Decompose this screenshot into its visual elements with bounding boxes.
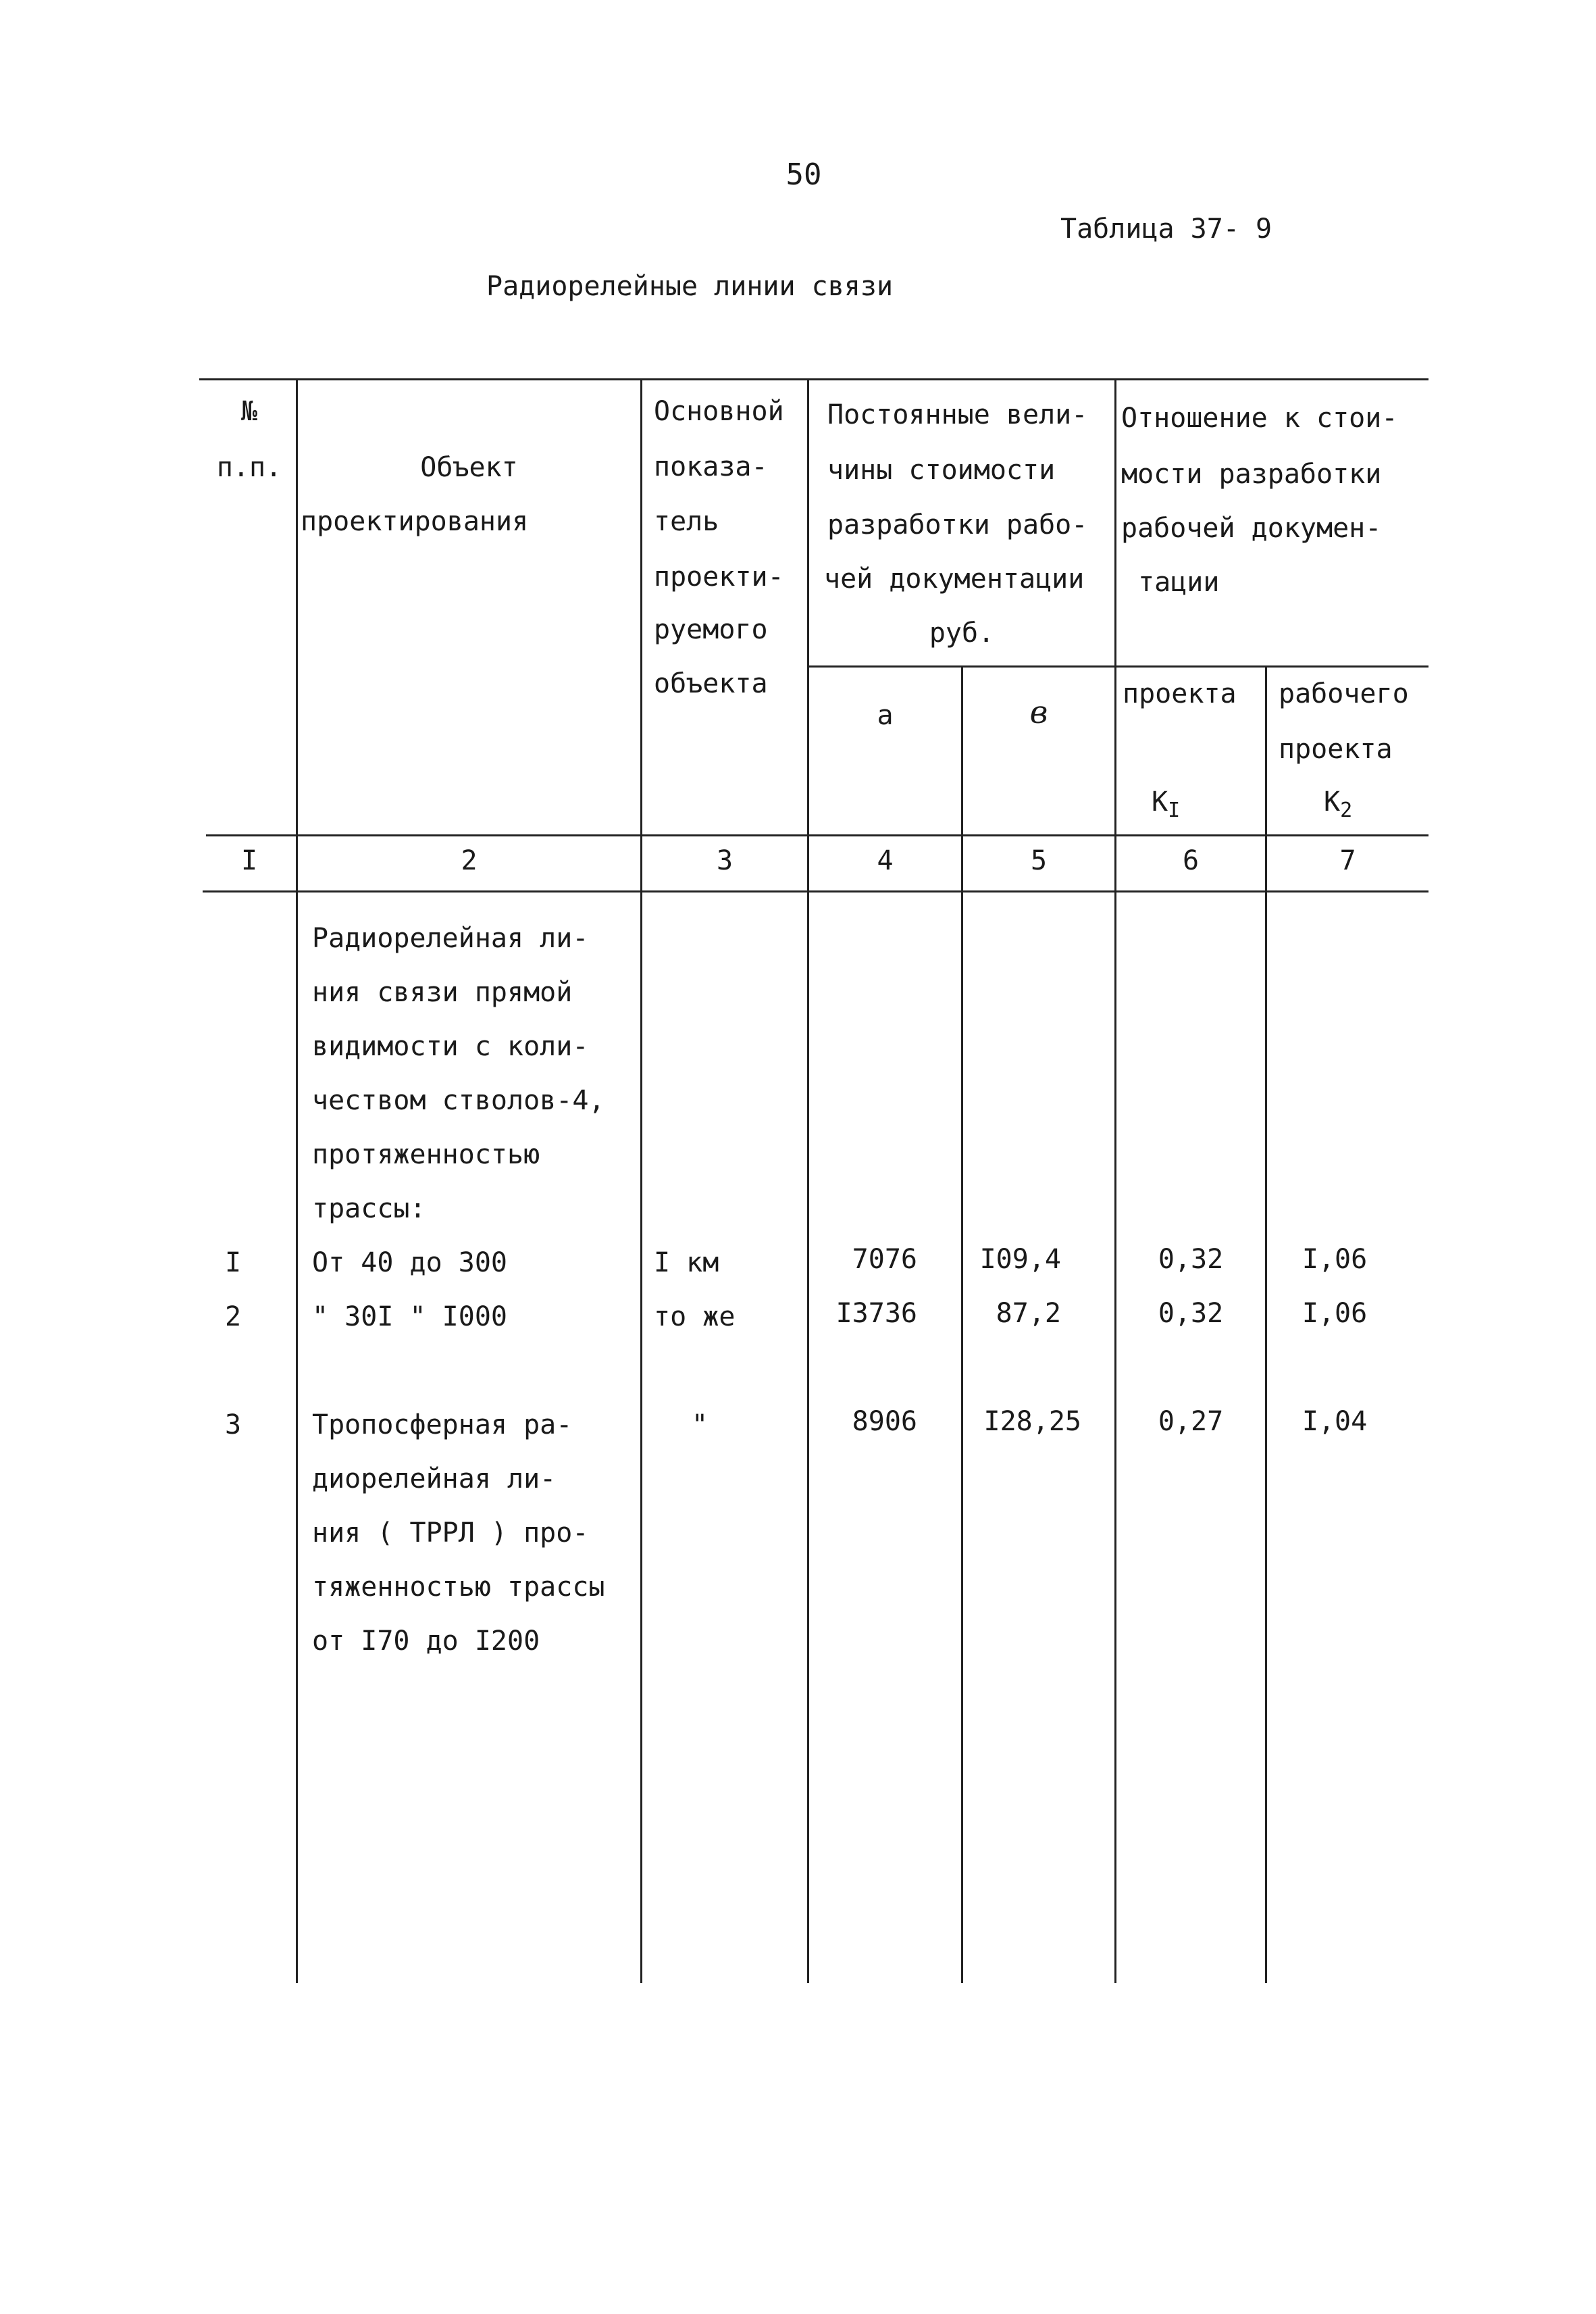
table-label: Таблица 37- 9 (1060, 213, 1272, 245)
row3-object-line4: тяженностью трассы (312, 1571, 605, 1603)
header-col7-label-line2: проекта (1279, 734, 1393, 765)
header-col3-line4: проекти- (654, 561, 784, 593)
header-cost-line1: Постоянные вели- (827, 399, 1088, 430)
header-col7-k2 (1324, 786, 1352, 827)
k2-subscript: 2 (1340, 799, 1353, 822)
header-col7-label-line1: рабочего (1279, 678, 1409, 709)
k2-letter: K (1324, 786, 1341, 818)
row3-number: 3 (224, 1409, 242, 1440)
row2-number: 2 (224, 1301, 242, 1332)
desc-line-2: ния связи прямой (312, 977, 573, 1008)
colnum-6: 6 (1182, 845, 1200, 876)
ratio-subheader-line (1114, 665, 1428, 668)
numbers-bottom-border (203, 890, 1428, 892)
k1-letter: K (1152, 786, 1168, 818)
col-divider-5 (1114, 378, 1116, 1983)
colnum-4: 4 (877, 845, 894, 876)
header-col1-line2: п.п. (216, 452, 282, 483)
header-col1-line1: № (240, 396, 258, 427)
header-cost-line5: руб. (929, 618, 995, 649)
row1-k2: I,06 (1302, 1244, 1368, 1275)
k1-subscript: I (1168, 799, 1181, 822)
desc-line-5: протяженностью (312, 1139, 540, 1170)
table-title: Радиорелейные линии связи (486, 271, 894, 302)
row1-object: От 40 до 300 (312, 1247, 507, 1278)
row3-k2: I,04 (1302, 1406, 1368, 1437)
row1-k1: 0,32 (1158, 1244, 1224, 1275)
row3-indicator: " (691, 1409, 709, 1440)
desc-line-3: видимости с коли- (312, 1031, 589, 1062)
colnum-5: 5 (1030, 845, 1048, 876)
header-col3-line2: показа- (654, 451, 768, 482)
row3-a: 8906 (852, 1406, 917, 1437)
header-col4: а (877, 700, 894, 731)
header-ratio-line1: Отношение к стои- (1121, 403, 1398, 434)
header-col2-line1: Объект (420, 452, 518, 483)
colnum-7: 7 (1339, 845, 1356, 876)
colnum-3: 3 (716, 845, 733, 876)
header-ratio-line4: тации (1138, 567, 1220, 598)
header-ratio-line3: рабочей докумен- (1121, 513, 1382, 544)
row3-object-line3: ния ( ТРРЛ ) про- (312, 1517, 589, 1549)
header-col6-k1 (1152, 786, 1180, 827)
row2-k2: I,06 (1302, 1298, 1368, 1329)
row2-indicator: то же (654, 1301, 736, 1332)
table-top-border (199, 378, 1428, 380)
header-col3-line5: руемого (654, 614, 768, 645)
row1-a: 7076 (852, 1244, 917, 1275)
row3-object-line5: от I70 до I200 (312, 1626, 540, 1657)
header-col3-line6: объекта (654, 668, 768, 699)
row1-b: I09,4 (979, 1244, 1061, 1275)
row1-indicator: I км (654, 1247, 719, 1278)
row2-b: 87,2 (996, 1298, 1061, 1329)
row3-object-line2: диорелейная ли- (312, 1463, 557, 1494)
header-ratio-line2: мости разработки (1121, 459, 1382, 490)
row3-object: Тропосферная ра- (312, 1409, 573, 1440)
page-number: 50 (786, 157, 822, 192)
header-bottom-border (206, 834, 1428, 836)
header-col6-label: проекта (1123, 678, 1237, 709)
header-col3-line1: Основной (654, 396, 784, 427)
desc-line-6: трассы: (312, 1193, 426, 1224)
desc-line-1: Радиорелейная ли- (312, 923, 589, 954)
colnum-1: I (240, 845, 258, 876)
header-cost-line3: разработки рабо- (827, 509, 1088, 540)
col-divider-1 (296, 378, 298, 1983)
header-col2-line2: проектирования (301, 506, 529, 537)
header-col5: в (1029, 694, 1048, 730)
row3-b: I28,25 (983, 1406, 1081, 1437)
col-divider-2 (640, 378, 642, 1983)
header-cost-line4: чей документации (824, 563, 1085, 595)
colnum-2: 2 (461, 845, 478, 876)
row3-k1: 0,27 (1158, 1406, 1224, 1437)
row2-a: I3736 (835, 1298, 917, 1329)
row2-object: " 30I " I000 (312, 1301, 507, 1332)
row2-k1: 0,32 (1158, 1298, 1224, 1329)
desc-line-4: чеством стволов-4, (312, 1085, 605, 1116)
row1-number: I (224, 1247, 242, 1278)
header-cost-line2: чины стоимости (827, 455, 1056, 486)
header-col3-line3: тель (654, 506, 719, 537)
